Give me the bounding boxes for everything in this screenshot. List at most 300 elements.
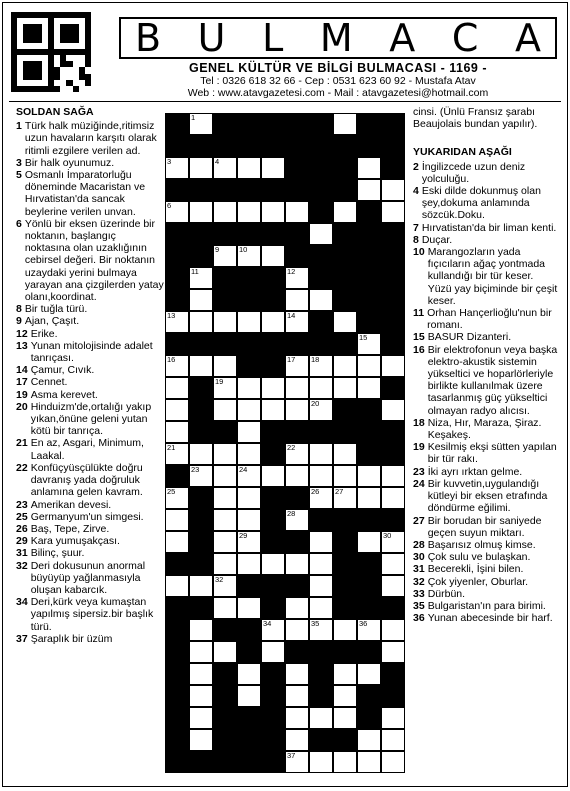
grid-block — [381, 421, 405, 443]
clue-number: 35 — [413, 599, 425, 612]
clue-text: Başarısız olmuş kimse. — [427, 538, 536, 551]
grid-cell[interactable] — [213, 443, 237, 465]
grid-cell[interactable] — [189, 355, 213, 377]
cell-number: 6 — [167, 201, 172, 210]
grid-block — [213, 619, 237, 641]
grid-cell[interactable] — [189, 311, 213, 333]
grid-block — [381, 377, 405, 399]
down-clue — [413, 588, 559, 600]
grid-block — [261, 531, 285, 553]
grid-block — [309, 135, 333, 157]
grid-cell[interactable] — [309, 751, 333, 773]
header-divider — [9, 101, 561, 102]
grid-cell[interactable] — [333, 663, 357, 685]
clue-number: 32 — [413, 575, 425, 588]
grid-cell[interactable] — [285, 289, 309, 311]
clue-text: Kesilmiş ekşi sütten yapılan bir tür rakı. — [427, 441, 557, 466]
grid-cell[interactable] — [237, 553, 261, 575]
grid-cell[interactable] — [165, 399, 189, 421]
clue-number: 19 — [16, 388, 28, 401]
clue-text: Bir elektrofonun veya başka elektro-akustik sistemin yükseltici ve hoparlörleriyle birlikte kullanılmak üzere tasarlanmış güç yükseltici olmayan radyo alıcısı. — [427, 343, 558, 417]
grid-cell[interactable] — [309, 355, 333, 377]
grid-cell[interactable] — [165, 487, 189, 509]
clue-text: Dürbün. — [427, 587, 466, 600]
grid-cell[interactable] — [381, 399, 405, 421]
cell-number: 36 — [359, 619, 368, 628]
grid-block — [333, 641, 357, 663]
grid-cell[interactable] — [285, 619, 309, 641]
grid-block — [189, 135, 213, 157]
clue-number: 6 — [16, 217, 22, 230]
grid-block — [381, 663, 405, 685]
down-heading: YUKARIDAN AŞAĞI — [413, 146, 512, 159]
grid-cell[interactable] — [357, 465, 381, 487]
grid-block — [261, 509, 285, 531]
grid-block — [213, 179, 237, 201]
down-clue — [413, 246, 559, 307]
cell-number: 14 — [287, 311, 296, 320]
cell-number: 13 — [167, 311, 176, 320]
grid-block — [357, 267, 381, 289]
grid-block — [189, 553, 213, 575]
grid-cell[interactable] — [285, 465, 309, 487]
grid-cell[interactable] — [213, 641, 237, 663]
grid-block — [333, 157, 357, 179]
grid-block — [309, 729, 333, 751]
grid-cell[interactable] — [165, 421, 189, 443]
clue-number: 19 — [413, 441, 425, 454]
grid-cell[interactable] — [189, 663, 213, 685]
grid-cell[interactable] — [189, 641, 213, 663]
clue-text: Niza, Hır, Maraza, Şiraz. Keşakeş. — [427, 416, 542, 442]
grid-cell[interactable] — [309, 399, 333, 421]
grid-block — [285, 245, 309, 267]
clue-number: 28 — [413, 538, 425, 551]
grid-block — [285, 641, 309, 663]
grid-cell[interactable] — [285, 311, 309, 333]
grid-block — [309, 113, 333, 135]
clue-number: 22 — [16, 461, 28, 474]
grid-cell[interactable] — [261, 465, 285, 487]
grid-cell[interactable] — [237, 157, 261, 179]
grid-cell[interactable] — [261, 619, 285, 641]
grid-cell[interactable] — [357, 729, 381, 751]
grid-cell[interactable] — [381, 619, 405, 641]
grid-block — [333, 729, 357, 751]
grid-cell[interactable] — [285, 399, 309, 421]
clue-number: 23 — [413, 465, 425, 478]
grid-block — [309, 311, 333, 333]
clue-text: Çamur, Cıvık. — [30, 364, 95, 377]
grid-block — [165, 333, 189, 355]
grid-cell[interactable] — [165, 201, 189, 223]
grid-block — [285, 531, 309, 553]
grid-block — [357, 641, 381, 663]
clue-text: Hinduizm'de,ortalığı yakıp yıkan,önüne geleni yutan kötü bir tanrıça. — [30, 400, 152, 438]
grid-cell[interactable] — [333, 201, 357, 223]
grid-cell[interactable] — [333, 311, 357, 333]
clue-number: 21 — [16, 437, 28, 450]
grid-cell[interactable] — [381, 575, 405, 597]
down-clue — [413, 515, 559, 539]
clue-text: BASUR Dizanteri. — [427, 331, 512, 344]
grid-cell[interactable] — [333, 377, 357, 399]
grid-cell[interactable] — [237, 509, 261, 531]
grid-cell[interactable] — [357, 619, 381, 641]
grid-cell[interactable] — [189, 685, 213, 707]
grid-cell[interactable] — [213, 201, 237, 223]
grid-cell[interactable] — [213, 245, 237, 267]
grid-cell[interactable] — [381, 531, 405, 553]
grid-block — [357, 685, 381, 707]
grid-cell[interactable] — [333, 465, 357, 487]
across-clue — [16, 389, 164, 401]
cell-number: 17 — [287, 355, 296, 364]
grid-cell[interactable] — [213, 575, 237, 597]
grid-block — [261, 575, 285, 597]
grid-cell[interactable] — [357, 179, 381, 201]
cell-number: 16 — [167, 355, 176, 364]
grid-cell[interactable] — [261, 157, 285, 179]
grid-cell[interactable] — [357, 157, 381, 179]
grid-block — [261, 113, 285, 135]
grid-cell[interactable] — [237, 245, 261, 267]
across-clue — [16, 340, 164, 364]
grid-cell[interactable] — [381, 729, 405, 751]
grid-block — [237, 575, 261, 597]
grid-cell[interactable] — [285, 685, 309, 707]
grid-cell[interactable] — [285, 509, 309, 531]
grid-block — [237, 289, 261, 311]
grid-block — [357, 135, 381, 157]
grid-cell[interactable] — [381, 355, 405, 377]
grid-block — [165, 289, 189, 311]
down-clue — [413, 307, 559, 331]
cell-number: 22 — [287, 443, 296, 452]
clue-text: Orhan Hançerlioğlu'nun bir romanı. — [427, 307, 552, 332]
grid-cell[interactable] — [165, 355, 189, 377]
grid-cell[interactable] — [381, 201, 405, 223]
title-letter: L — [262, 16, 284, 60]
clue-number: 4 — [413, 185, 419, 198]
grid-block — [261, 179, 285, 201]
grid-block — [165, 465, 189, 487]
down-clue — [413, 612, 559, 624]
grid-cell[interactable] — [261, 641, 285, 663]
cell-number: 37 — [287, 751, 296, 760]
clue-text: Konfüçyüsçülükte doğru davranış yada doğruluk anlamına gelen kavram. — [30, 461, 143, 499]
grid-cell[interactable] — [213, 377, 237, 399]
down-clue — [413, 161, 559, 185]
grid-block — [357, 113, 381, 135]
grid-block — [381, 223, 405, 245]
grid-cell[interactable] — [261, 553, 285, 575]
cell-number: 23 — [191, 465, 200, 474]
down-clue — [413, 576, 559, 588]
grid-cell[interactable] — [189, 575, 213, 597]
clue-text: Yönlü bir eksen üzerinde bir noktanın, başlangıç noktasına olan uzaklığının cebirsel değeri. Bir noktanın uzaydaki yerini bulmaya yarayan ana çizgilerden yatay olanı,koordinat. — [24, 217, 164, 304]
grid-cell[interactable] — [285, 751, 309, 773]
grid-block — [165, 113, 189, 135]
grid-cell[interactable] — [237, 487, 261, 509]
grid-cell[interactable] — [189, 157, 213, 179]
grid-block — [357, 245, 381, 267]
grid-block — [213, 223, 237, 245]
grid-cell[interactable] — [381, 487, 405, 509]
grid-cell[interactable] — [285, 355, 309, 377]
grid-cell[interactable] — [213, 399, 237, 421]
grid-cell[interactable] — [309, 377, 333, 399]
grid-block — [333, 597, 357, 619]
grid-cell[interactable] — [237, 377, 261, 399]
clue-text: Asma kerevet. — [30, 388, 98, 401]
grid-cell[interactable] — [333, 685, 357, 707]
grid-cell[interactable] — [165, 531, 189, 553]
grid-block — [165, 641, 189, 663]
grid-cell[interactable] — [237, 465, 261, 487]
title-letter: C — [451, 16, 479, 60]
clue-number: 24 — [413, 477, 425, 490]
grid-cell[interactable] — [189, 443, 213, 465]
grid-cell[interactable] — [357, 663, 381, 685]
grid-cell[interactable] — [381, 179, 405, 201]
grid-block — [309, 641, 333, 663]
grid-block — [165, 729, 189, 751]
clue-text: Bir kuvvetin,uygulandığı kütleyi bir eksen etrafında döndürme eğilimi. — [427, 477, 548, 515]
grid-block — [237, 707, 261, 729]
cell-number: 4 — [215, 157, 220, 166]
grid-cell[interactable] — [213, 465, 237, 487]
grid-block — [213, 421, 237, 443]
clue-text: Türk halk müziğinde,ritimsiz uzun havaların karşıtı olarak ritimli ezgilere verilen ad. — [24, 120, 157, 157]
grid-block — [189, 377, 213, 399]
grid-block — [237, 267, 261, 289]
grid-block — [165, 751, 189, 773]
grid-cell[interactable] — [309, 619, 333, 641]
down-clue — [413, 417, 559, 441]
grid-cell[interactable] — [309, 531, 333, 553]
grid-cell[interactable] — [237, 597, 261, 619]
grid-cell[interactable] — [357, 531, 381, 553]
grid-cell[interactable] — [237, 421, 261, 443]
grid-block — [237, 179, 261, 201]
grid-cell[interactable] — [213, 487, 237, 509]
grid-block — [333, 531, 357, 553]
title-letter: M — [319, 16, 353, 60]
grid-cell[interactable] — [261, 201, 285, 223]
cell-number: 26 — [311, 487, 320, 496]
grid-block — [237, 619, 261, 641]
grid-cell[interactable] — [357, 355, 381, 377]
grid-cell[interactable] — [285, 377, 309, 399]
grid-cell[interactable] — [189, 465, 213, 487]
grid-cell[interactable] — [213, 531, 237, 553]
grid-cell[interactable] — [381, 707, 405, 729]
grid-cell[interactable] — [189, 113, 213, 135]
grid-block — [309, 421, 333, 443]
cell-number: 12 — [287, 267, 296, 276]
grid-cell[interactable] — [189, 619, 213, 641]
clue-number: 37 — [16, 632, 28, 645]
grid-block — [165, 707, 189, 729]
grid-block — [261, 597, 285, 619]
grid-cell[interactable] — [165, 311, 189, 333]
grid-block — [309, 333, 333, 355]
grid-cell[interactable] — [165, 575, 189, 597]
cell-number: 32 — [215, 575, 224, 584]
grid-cell[interactable] — [213, 157, 237, 179]
grid-block — [261, 333, 285, 355]
grid-cell[interactable] — [165, 509, 189, 531]
grid-cell[interactable] — [165, 157, 189, 179]
grid-cell[interactable] — [333, 487, 357, 509]
clue-text: Eski dilde dokunmuş olan şey,dokuma anlamında sözcük.Doku. — [421, 185, 541, 222]
grid-cell[interactable] — [357, 333, 381, 355]
cell-number: 34 — [263, 619, 272, 628]
grid-cell[interactable] — [381, 553, 405, 575]
grid-block — [309, 157, 333, 179]
grid-cell[interactable] — [213, 553, 237, 575]
grid-cell[interactable] — [333, 707, 357, 729]
grid-cell[interactable] — [285, 267, 309, 289]
grid-block — [165, 597, 189, 619]
grid-cell[interactable] — [357, 377, 381, 399]
cell-number: 27 — [335, 487, 344, 496]
grid-block — [309, 685, 333, 707]
grid-cell[interactable] — [309, 575, 333, 597]
grid-cell[interactable] — [261, 245, 285, 267]
grid-cell[interactable] — [309, 465, 333, 487]
title-letter: B — [135, 16, 162, 60]
grid-cell[interactable] — [357, 751, 381, 773]
grid-cell[interactable] — [213, 509, 237, 531]
clue-text: Cennet. — [30, 376, 68, 389]
grid-cell[interactable] — [189, 201, 213, 223]
grid-cell[interactable] — [285, 729, 309, 751]
clue-number: 5 — [16, 169, 22, 182]
clue-number: 18 — [413, 416, 425, 429]
contact-web-mail: Web : www.atavgazetesi.com - Mail : atavgazetesi@hotmail.com — [187, 87, 489, 99]
grid-cell[interactable] — [381, 465, 405, 487]
grid-cell[interactable] — [189, 707, 213, 729]
grid-cell[interactable] — [309, 289, 333, 311]
grid-block — [165, 267, 189, 289]
grid-cell[interactable] — [285, 201, 309, 223]
grid-cell[interactable] — [213, 311, 237, 333]
grid-cell[interactable] — [381, 641, 405, 663]
grid-block — [261, 223, 285, 245]
clue-text: Deri dokusunun anormal büyüyüp yağlanmasıyla oluşan kabarcık. — [30, 559, 146, 596]
grid-block — [333, 509, 357, 531]
grid-block — [381, 157, 405, 179]
grid-cell[interactable] — [309, 553, 333, 575]
grid-block — [381, 333, 405, 355]
grid-cell[interactable] — [285, 597, 309, 619]
grid-cell[interactable] — [189, 729, 213, 751]
across-clue — [16, 157, 164, 169]
grid-cell[interactable] — [309, 597, 333, 619]
grid-cell[interactable] — [261, 311, 285, 333]
grid-cell[interactable] — [285, 553, 309, 575]
clue-number: 13 — [16, 339, 28, 352]
grid-cell[interactable] — [333, 619, 357, 641]
clue-number: 31 — [16, 547, 28, 560]
grid-cell[interactable] — [189, 267, 213, 289]
grid-block — [237, 223, 261, 245]
grid-block — [237, 333, 261, 355]
grid-block — [261, 355, 285, 377]
clue-number: 8 — [16, 303, 22, 316]
grid-cell[interactable] — [333, 113, 357, 135]
clue-text: Marangozların yada fıçıcıların ağaç yontmada kullandığı bir tür keser. Yüzü yay biçiminde bir çeşit keser. — [427, 246, 558, 307]
grid-cell[interactable] — [261, 399, 285, 421]
grid-cell[interactable] — [357, 487, 381, 509]
grid-cell[interactable] — [285, 443, 309, 465]
clue-number: 27 — [413, 514, 425, 527]
grid-cell[interactable] — [285, 663, 309, 685]
grid-cell[interactable] — [237, 663, 261, 685]
grid-cell[interactable] — [333, 751, 357, 773]
grid-cell[interactable] — [285, 707, 309, 729]
grid-cell[interactable] — [237, 399, 261, 421]
grid-cell[interactable] — [189, 289, 213, 311]
clue-text: Bir halk oyunumuz. — [24, 156, 115, 169]
grid-block — [213, 333, 237, 355]
grid-cell[interactable] — [237, 685, 261, 707]
clue-text: En az, Asgari, Minimum, Laakal. — [30, 437, 144, 462]
down-clues — [413, 106, 559, 624]
clue-number: 17 — [16, 376, 28, 389]
clue-text: Bilinç, şuur. — [30, 547, 85, 560]
grid-block — [333, 223, 357, 245]
clue-number: 3 — [16, 156, 22, 169]
grid-cell[interactable] — [333, 355, 357, 377]
clue-number: 12 — [16, 327, 28, 340]
across-clue — [16, 633, 164, 645]
grid-block — [189, 751, 213, 773]
grid-cell[interactable] — [237, 201, 261, 223]
puzzle-page — [2, 2, 568, 787]
grid-cell[interactable] — [213, 355, 237, 377]
grid-block — [261, 751, 285, 773]
grid-cell[interactable] — [237, 443, 261, 465]
grid-cell[interactable] — [333, 443, 357, 465]
grid-cell[interactable] — [213, 597, 237, 619]
grid-cell[interactable] — [309, 487, 333, 509]
grid-cell[interactable] — [237, 531, 261, 553]
grid-cell[interactable] — [309, 443, 333, 465]
grid-cell[interactable] — [165, 377, 189, 399]
grid-cell[interactable] — [309, 707, 333, 729]
down-clue-list — [413, 161, 559, 625]
grid-cell[interactable] — [237, 311, 261, 333]
grid-cell[interactable] — [381, 751, 405, 773]
grid-cell[interactable] — [309, 223, 333, 245]
cell-number: 9 — [215, 245, 220, 254]
clue-text: İngilizcede uzun deniz yolculuğu. — [421, 160, 526, 185]
grid-block — [381, 135, 405, 157]
grid-block — [285, 179, 309, 201]
grid-cell[interactable] — [261, 377, 285, 399]
clue-number: 26 — [16, 522, 28, 535]
grid-block — [213, 267, 237, 289]
grid-block — [237, 751, 261, 773]
grid-block — [189, 245, 213, 267]
grid-block — [357, 509, 381, 531]
grid-block — [309, 267, 333, 289]
grid-cell[interactable] — [165, 443, 189, 465]
clue-number: 14 — [16, 364, 28, 377]
